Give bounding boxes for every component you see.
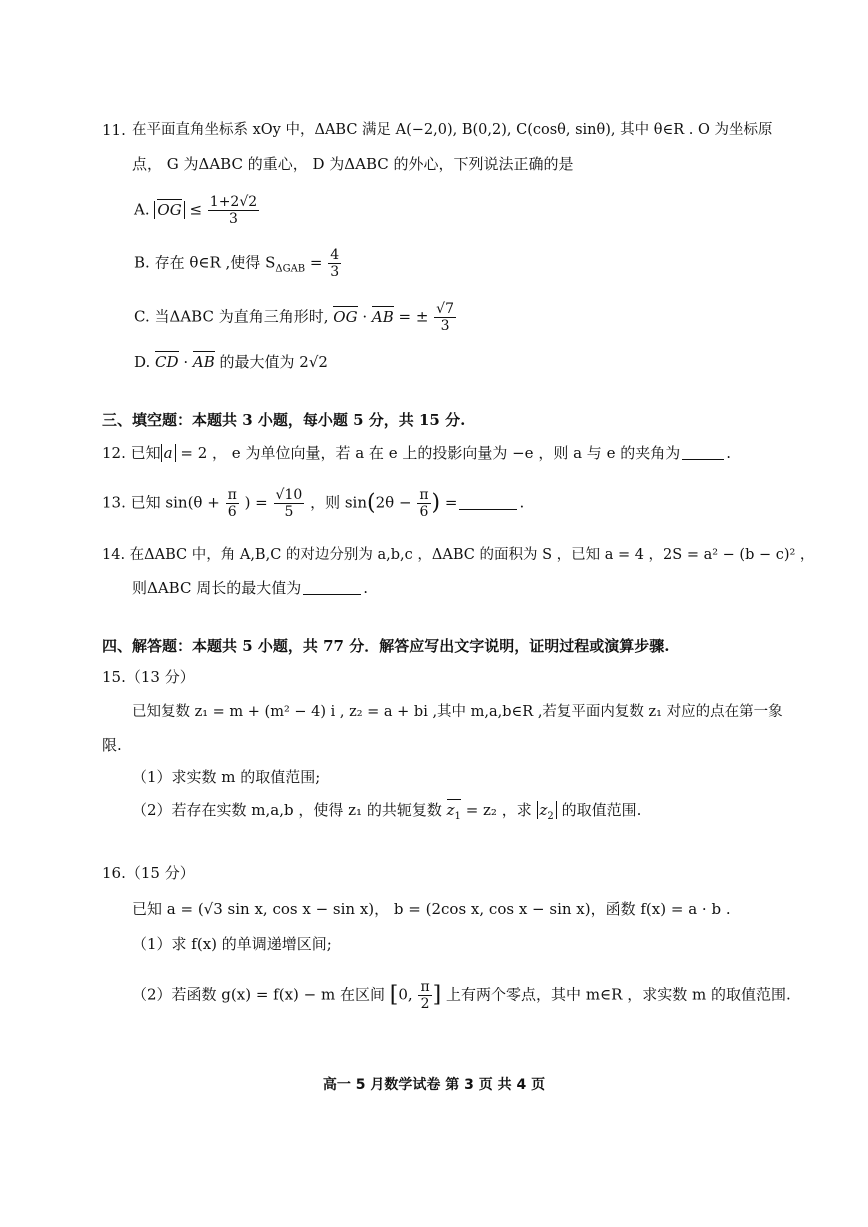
q16-line1: 已知 a = (√3 sin x, cos x − sin x)， b = (2cos x, cos x − sin x)，函数 f(x) = a · b . [132,900,731,918]
q15-number: 15.（13 分） [102,668,195,686]
q15-line1: 已知复数 z₁ = m + (m² − 4) i , z₂ = a + bi ,其中 m,a,b∈R ,若复平面内复数 z₁ 对应的点在第一象 [132,704,783,720]
q11-number: 11. [102,121,126,139]
option-a-fraction: $\frac{1+2√2}{3}$ [209,194,258,227]
option-b-fraction: $\frac{4}{3}$ [330,247,340,280]
option-b-label: B. [134,253,150,272]
pi-over-2: $\frac{\pi}{2}$ [420,979,430,1012]
og-magnitude: OG [154,201,184,219]
option-c-text: 当ΔABC 为直角三角形时, [154,307,329,326]
q11-option-d: D. CD · AB 的最大值为 2√2 [134,353,328,371]
q15-part2: （2）若存在实数 m,a,b ，使得 z₁ 的共轭复数 $z_1 = z_2$ ，求 $z_2$ 的取值范围. [132,801,642,822]
q14-answer-blank [303,594,361,595]
q13-answer-blank [459,509,517,510]
q13-number: 13. [102,493,126,512]
q11-line1: 在平面直角坐标系 xOy 中，ΔABC 满足 A(−2,0), B(0,2), C(cosθ, sinθ), 其中 θ∈R . O 为坐标原 [132,122,773,138]
q13: 13. 已知 sin(θ + $\frac{\pi}{6}$ ) = $\frac{√10}{5}$ ，则 sin(2θ − $\frac{\pi}{6}$ ) = . [102,487,525,520]
q11-line2: 点， G 为ΔABC 的重心， D 为ΔABC 的外心，下列说法正确的是 [132,155,574,173]
pi-over-6: $\frac{\pi}{6}$ [227,487,237,520]
pi-over-6-b: $\frac{\pi}{6}$ [419,487,429,520]
q15-part1: （1）求实数 m 的取值范围; [132,768,321,786]
option-d-text: 的最大值为 2√2 [219,353,328,371]
q16-number: 16.（15 分） [102,864,195,882]
section-4-heading: 四、解答题：本题共 5 小题，共 77 分．解答应写出文字说明，证明过程或演算步骤. [102,637,670,655]
option-d-label: D. [134,353,151,371]
q11-option-a: A. OG ≤ $\frac{1+2√2}{3}$ [134,194,258,227]
q12: 12. 已知 a = 2 ， e 为单位向量，若 a 在 e 上的投影向量为 −e ，则 a 与 e 的夹角为 . [102,444,732,462]
option-b-text: 存在 θ∈R ,使得 S [154,253,276,272]
q16-part1: （1）求 f(x) 的单调递增区间; [132,935,332,953]
q14-line2: 则ΔABC 周长的最大值为 . [132,579,368,597]
option-a-label: A. [134,200,150,219]
q12-answer-blank [682,459,724,460]
q12-number: 12. [102,444,126,462]
q16-part2: （2）若函数 g(x) = f(x) − m 在区间 [0, $\frac{\pi}{2}$ ] 上有两个零点，其中 m∈R ，求实数 m 的取值范围. [132,979,791,1012]
option-c-label: C. [134,307,150,326]
q12-text: = 2 ， e 为单位向量，若 a 在 e 上的投影向量为 −e ，则 a 与 e 的夹角为 [180,444,681,462]
q15-line2: 限. [102,736,122,754]
page-footer: 高一 5 月数学试卷 第 3 页 共 4 页 [322,1077,546,1093]
q11-option-b: B. 存在 θ∈R ,使得 $S_{\Delta GAB}$ = $\frac{4}{3}$ [134,247,340,280]
q14-line1: 14. 在ΔABC 中，角 A,B,C 的对边分别为 a,b,c ，ΔABC 的面积为 S ，已知 a = 4 ，2S = a² − (b − c)² ， [102,547,815,563]
sqrt10-over-5: $\frac{√10}{5}$ [275,487,303,520]
q11-option-c: C. 当ΔABC 为直角三角形时, OG · AB = ± $\frac{√7}{3}$ [134,301,454,334]
section-3-heading: 三、填空题：本题共 3 小题，每小题 5 分，共 15 分. [102,411,466,429]
option-c-fraction: $\frac{√7}{3}$ [436,301,454,334]
a-magnitude: a [161,444,176,462]
q14-number: 14. [102,547,126,563]
